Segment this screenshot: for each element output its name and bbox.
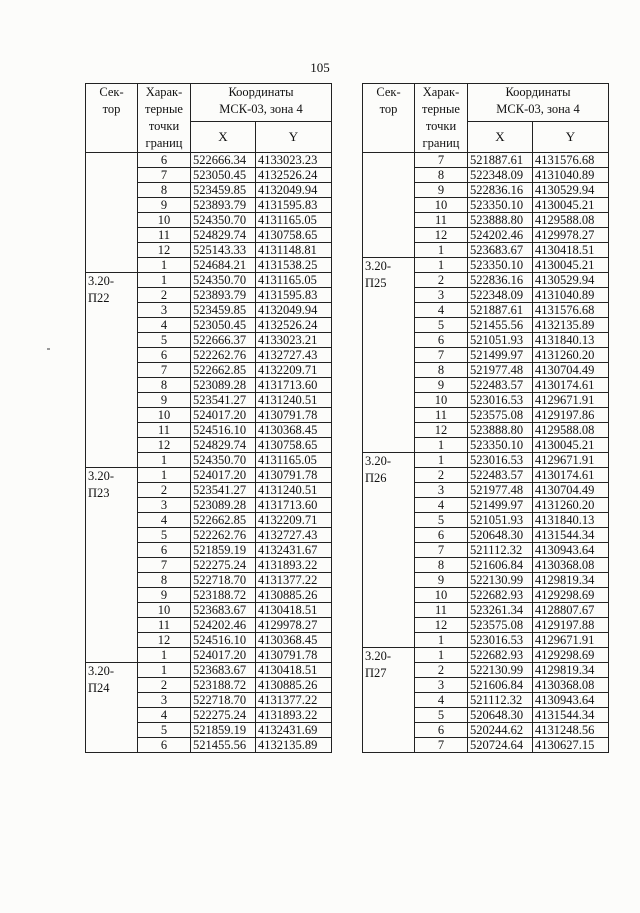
header-y: Y <box>533 121 609 152</box>
point-number-cell: 6 <box>138 543 191 558</box>
point-number-cell: 1 <box>415 258 468 273</box>
header-boundary-points: Харак- терные точки границ <box>138 84 191 153</box>
point-number-cell: 9 <box>138 588 191 603</box>
x-coordinate-cell: 522662.85 <box>191 513 256 528</box>
table-row <box>363 153 609 168</box>
y-coordinate-cell: 4131713.60 <box>256 498 332 513</box>
y-coordinate-cell: 4129819.34 <box>533 573 609 588</box>
y-coordinate-cell: 4129588.08 <box>533 213 609 228</box>
table-row <box>363 453 609 468</box>
point-number-cell: 4 <box>415 498 468 513</box>
y-coordinate-cell: 4129819.34 <box>533 663 609 678</box>
x-coordinate-cell: 524516.10 <box>191 423 256 438</box>
y-coordinate-cell: 4131260.20 <box>533 498 609 513</box>
point-number-cell: 1 <box>138 258 191 273</box>
point-number-cell: 4 <box>138 513 191 528</box>
point-number-cell: 8 <box>138 378 191 393</box>
sector-cell <box>363 153 415 258</box>
x-coordinate-cell: 522836.16 <box>468 273 533 288</box>
y-coordinate-cell: 4129671.91 <box>533 393 609 408</box>
table-row <box>363 648 609 663</box>
x-coordinate-cell: 523459.85 <box>191 303 256 318</box>
table-row <box>86 153 332 168</box>
point-number-cell: 6 <box>138 348 191 363</box>
sector-cell: 3.20- П26 <box>363 453 415 648</box>
point-number-cell: 2 <box>138 678 191 693</box>
point-number-cell: 12 <box>138 438 191 453</box>
point-number-cell: 3 <box>415 678 468 693</box>
x-coordinate-cell: 522348.09 <box>468 288 533 303</box>
y-coordinate-cell: 4129298.69 <box>533 648 609 663</box>
x-coordinate-cell: 523188.72 <box>191 678 256 693</box>
point-number-cell: 10 <box>415 198 468 213</box>
x-coordinate-cell: 521887.61 <box>468 303 533 318</box>
y-coordinate-cell: 4130791.78 <box>256 648 332 663</box>
x-coordinate-cell: 522130.99 <box>468 573 533 588</box>
point-number-cell: 8 <box>138 573 191 588</box>
y-coordinate-cell: 4130418.51 <box>256 603 332 618</box>
y-coordinate-cell: 4131165.05 <box>256 453 332 468</box>
y-coordinate-cell: 4131240.51 <box>256 393 332 408</box>
point-number-cell: 10 <box>138 408 191 423</box>
x-coordinate-cell: 521112.32 <box>468 543 533 558</box>
x-coordinate-cell: 522275.24 <box>191 708 256 723</box>
point-number-cell: 4 <box>415 693 468 708</box>
point-number-cell: 9 <box>138 198 191 213</box>
x-coordinate-cell: 522483.57 <box>468 468 533 483</box>
point-number-cell: 1 <box>138 468 191 483</box>
point-number-cell: 7 <box>138 168 191 183</box>
x-coordinate-cell: 523089.28 <box>191 378 256 393</box>
y-coordinate-cell: 4131240.51 <box>256 483 332 498</box>
point-number-cell: 1 <box>138 648 191 663</box>
point-number-cell: 12 <box>138 633 191 648</box>
point-number-cell: 6 <box>138 738 191 753</box>
y-coordinate-cell: 4131040.89 <box>533 288 609 303</box>
x-coordinate-cell: 521455.56 <box>191 738 256 753</box>
header-x: X <box>191 121 256 152</box>
y-coordinate-cell: 4129197.86 <box>533 408 609 423</box>
y-coordinate-cell: 4130529.94 <box>533 273 609 288</box>
y-coordinate-cell: 4129298.69 <box>533 588 609 603</box>
y-coordinate-cell: 4131840.13 <box>533 333 609 348</box>
table-row <box>86 663 332 678</box>
x-coordinate-cell: 521112.32 <box>468 693 533 708</box>
x-coordinate-cell: 521051.93 <box>468 333 533 348</box>
y-coordinate-cell: 4130418.51 <box>256 663 332 678</box>
x-coordinate-cell: 521499.97 <box>468 498 533 513</box>
point-number-cell: 11 <box>138 618 191 633</box>
sector-cell: 3.20- П25 <box>363 258 415 453</box>
point-number-cell: 10 <box>415 393 468 408</box>
y-coordinate-cell: 4133023.21 <box>256 333 332 348</box>
x-coordinate-cell: 523575.08 <box>468 618 533 633</box>
point-number-cell: 1 <box>415 243 468 258</box>
x-coordinate-cell: 523016.53 <box>468 453 533 468</box>
x-coordinate-cell: 522666.37 <box>191 333 256 348</box>
header-boundary-points: Харак- терные точки границ <box>415 84 468 153</box>
point-number-cell: 3 <box>138 693 191 708</box>
x-coordinate-cell: 523050.45 <box>191 168 256 183</box>
point-number-cell: 12 <box>415 618 468 633</box>
x-coordinate-cell: 523893.79 <box>191 198 256 213</box>
point-number-cell: 6 <box>138 153 191 168</box>
y-coordinate-cell: 4131893.22 <box>256 708 332 723</box>
point-number-cell: 1 <box>415 438 468 453</box>
x-coordinate-cell: 521606.84 <box>468 678 533 693</box>
point-number-cell: 5 <box>138 333 191 348</box>
x-coordinate-cell: 521859.19 <box>191 723 256 738</box>
x-coordinate-cell: 524829.74 <box>191 228 256 243</box>
sector-cell <box>86 153 138 273</box>
point-number-cell: 4 <box>138 708 191 723</box>
y-coordinate-cell: 4131576.68 <box>533 303 609 318</box>
x-coordinate-cell: 523089.28 <box>191 498 256 513</box>
x-coordinate-cell: 524017.20 <box>191 468 256 483</box>
point-number-cell: 9 <box>415 573 468 588</box>
y-coordinate-cell: 4130627.15 <box>533 738 609 753</box>
y-coordinate-cell: 4133023.23 <box>256 153 332 168</box>
x-coordinate-cell: 523888.80 <box>468 213 533 228</box>
x-coordinate-cell: 521455.56 <box>468 318 533 333</box>
x-coordinate-cell: 523541.27 <box>191 483 256 498</box>
x-coordinate-cell: 522682.93 <box>468 648 533 663</box>
y-coordinate-cell: 4131165.05 <box>256 273 332 288</box>
x-coordinate-cell: 524684.21 <box>191 258 256 273</box>
x-coordinate-cell: 524829.74 <box>191 438 256 453</box>
x-coordinate-cell: 520648.30 <box>468 528 533 543</box>
y-coordinate-cell: 4131148.81 <box>256 243 332 258</box>
x-coordinate-cell: 524350.70 <box>191 453 256 468</box>
x-coordinate-cell: 523350.10 <box>468 438 533 453</box>
x-coordinate-cell: 523459.85 <box>191 183 256 198</box>
y-coordinate-cell: 4132049.94 <box>256 183 332 198</box>
y-coordinate-cell: 4131893.22 <box>256 558 332 573</box>
y-coordinate-cell: 4129197.88 <box>533 618 609 633</box>
x-coordinate-cell: 522275.24 <box>191 558 256 573</box>
point-number-cell: 5 <box>138 528 191 543</box>
y-coordinate-cell: 4130885.26 <box>256 588 332 603</box>
point-number-cell: 5 <box>415 708 468 723</box>
y-coordinate-cell: 4132049.94 <box>256 303 332 318</box>
point-number-cell: 10 <box>138 603 191 618</box>
point-number-cell: 11 <box>415 213 468 228</box>
x-coordinate-cell: 522718.70 <box>191 573 256 588</box>
y-coordinate-cell: 4130943.64 <box>533 693 609 708</box>
point-number-cell: 8 <box>415 558 468 573</box>
point-number-cell: 10 <box>138 213 191 228</box>
y-coordinate-cell: 4130368.08 <box>533 558 609 573</box>
x-coordinate-cell: 520244.62 <box>468 723 533 738</box>
x-coordinate-cell: 523016.53 <box>468 393 533 408</box>
point-number-cell: 1 <box>138 453 191 468</box>
x-coordinate-cell: 521606.84 <box>468 558 533 573</box>
point-number-cell: 8 <box>415 168 468 183</box>
x-coordinate-cell: 524202.46 <box>191 618 256 633</box>
y-coordinate-cell: 4130045.21 <box>533 258 609 273</box>
x-coordinate-cell: 524516.10 <box>191 633 256 648</box>
coordinates-table-right <box>362 83 609 753</box>
y-coordinate-cell: 4131165.05 <box>256 213 332 228</box>
x-coordinate-cell: 523683.67 <box>191 603 256 618</box>
y-coordinate-cell: 4131576.68 <box>533 153 609 168</box>
point-number-cell: 11 <box>138 423 191 438</box>
y-coordinate-cell: 4130791.78 <box>256 468 332 483</box>
y-coordinate-cell: 4131040.89 <box>533 168 609 183</box>
page-number: 105 <box>310 60 330 75</box>
point-number-cell: 1 <box>415 453 468 468</box>
y-coordinate-cell: 4132526.24 <box>256 318 332 333</box>
y-coordinate-cell: 4130418.51 <box>533 243 609 258</box>
point-number-cell: 3 <box>138 303 191 318</box>
x-coordinate-cell: 523261.34 <box>468 603 533 618</box>
y-coordinate-cell: 4131260.20 <box>533 348 609 363</box>
point-number-cell: 1 <box>138 663 191 678</box>
x-coordinate-cell: 521499.97 <box>468 348 533 363</box>
x-coordinate-cell: 523575.08 <box>468 408 533 423</box>
x-coordinate-cell: 523050.45 <box>191 318 256 333</box>
y-coordinate-cell: 4131377.22 <box>256 693 332 708</box>
header-x: X <box>468 121 533 152</box>
y-coordinate-cell: 4131595.83 <box>256 198 332 213</box>
x-coordinate-cell: 522130.99 <box>468 663 533 678</box>
y-coordinate-cell: 4132135.89 <box>256 738 332 753</box>
x-coordinate-cell: 522718.70 <box>191 693 256 708</box>
y-coordinate-cell: 4129588.08 <box>533 423 609 438</box>
y-coordinate-cell: 4131544.34 <box>533 708 609 723</box>
y-coordinate-cell: 4131538.25 <box>256 258 332 273</box>
x-coordinate-cell: 523016.53 <box>468 633 533 648</box>
x-coordinate-cell: 523888.80 <box>468 423 533 438</box>
y-coordinate-cell: 4131713.60 <box>256 378 332 393</box>
y-coordinate-cell: 4129978.27 <box>256 618 332 633</box>
header-y: Y <box>256 121 332 152</box>
y-coordinate-cell: 4130704.49 <box>533 483 609 498</box>
x-coordinate-cell: 524017.20 <box>191 408 256 423</box>
x-coordinate-cell: 524017.20 <box>191 648 256 663</box>
y-coordinate-cell: 4130174.61 <box>533 378 609 393</box>
y-coordinate-cell: 4129978.27 <box>533 228 609 243</box>
point-number-cell: 8 <box>415 363 468 378</box>
y-coordinate-cell: 4132135.89 <box>533 318 609 333</box>
point-number-cell: 6 <box>415 723 468 738</box>
point-number-cell: 12 <box>138 243 191 258</box>
x-coordinate-cell: 523350.10 <box>468 198 533 213</box>
point-number-cell: 10 <box>415 588 468 603</box>
x-coordinate-cell: 524350.70 <box>191 273 256 288</box>
x-coordinate-cell: 520724.64 <box>468 738 533 753</box>
x-coordinate-cell: 525143.33 <box>191 243 256 258</box>
y-coordinate-cell: 4130045.21 <box>533 198 609 213</box>
point-number-cell: 1 <box>415 648 468 663</box>
y-coordinate-cell: 4130174.61 <box>533 468 609 483</box>
point-number-cell: 1 <box>138 273 191 288</box>
sector-cell: 3.20- П24 <box>86 663 138 753</box>
point-number-cell: 4 <box>415 303 468 318</box>
x-coordinate-cell: 523683.67 <box>468 243 533 258</box>
y-coordinate-cell: 4132727.43 <box>256 528 332 543</box>
point-number-cell: 2 <box>415 273 468 288</box>
y-coordinate-cell: 4131377.22 <box>256 573 332 588</box>
y-coordinate-cell: 4130791.78 <box>256 408 332 423</box>
point-number-cell: 1 <box>415 633 468 648</box>
point-number-cell: 6 <box>415 528 468 543</box>
point-number-cell: 8 <box>138 183 191 198</box>
x-coordinate-cell: 523893.79 <box>191 288 256 303</box>
point-number-cell: 5 <box>138 723 191 738</box>
y-coordinate-cell: 4130368.45 <box>256 423 332 438</box>
point-number-cell: 7 <box>415 153 468 168</box>
point-number-cell: 7 <box>138 363 191 378</box>
x-coordinate-cell: 521887.61 <box>468 153 533 168</box>
y-coordinate-cell: 4131595.83 <box>256 288 332 303</box>
point-number-cell: 2 <box>415 663 468 678</box>
y-coordinate-cell: 4131840.13 <box>533 513 609 528</box>
point-number-cell: 7 <box>415 543 468 558</box>
table-row <box>86 273 332 288</box>
point-number-cell: 5 <box>415 513 468 528</box>
x-coordinate-cell: 524350.70 <box>191 213 256 228</box>
point-number-cell: 7 <box>138 558 191 573</box>
y-coordinate-cell: 4132209.71 <box>256 363 332 378</box>
y-coordinate-cell: 4130045.21 <box>533 438 609 453</box>
margin-mark <box>47 348 50 350</box>
header-coordinates: Координаты МСК-03, зона 4 <box>468 84 609 122</box>
x-coordinate-cell: 521977.48 <box>468 483 533 498</box>
x-coordinate-cell: 520648.30 <box>468 708 533 723</box>
x-coordinate-cell: 521859.19 <box>191 543 256 558</box>
header-sector: Сек- тор <box>86 84 138 153</box>
coordinates-table-left <box>85 83 332 753</box>
header-sector: Сек- тор <box>363 84 415 153</box>
y-coordinate-cell: 4131544.34 <box>533 528 609 543</box>
point-number-cell: 9 <box>415 183 468 198</box>
y-coordinate-cell: 4130368.45 <box>256 633 332 648</box>
x-coordinate-cell: 523541.27 <box>191 393 256 408</box>
x-coordinate-cell: 522262.76 <box>191 528 256 543</box>
y-coordinate-cell: 4132431.69 <box>256 723 332 738</box>
x-coordinate-cell: 522262.76 <box>191 348 256 363</box>
header-coordinates: Координаты МСК-03, зона 4 <box>191 84 332 122</box>
x-coordinate-cell: 523188.72 <box>191 588 256 603</box>
y-coordinate-cell: 4132431.67 <box>256 543 332 558</box>
x-coordinate-cell: 521051.93 <box>468 513 533 528</box>
x-coordinate-cell: 522682.93 <box>468 588 533 603</box>
y-coordinate-cell: 4132727.43 <box>256 348 332 363</box>
point-number-cell: 11 <box>415 408 468 423</box>
point-number-cell: 12 <box>415 423 468 438</box>
point-number-cell: 4 <box>138 318 191 333</box>
point-number-cell: 11 <box>415 603 468 618</box>
table-row <box>86 468 332 483</box>
y-coordinate-cell: 4130758.65 <box>256 438 332 453</box>
point-number-cell: 3 <box>415 483 468 498</box>
y-coordinate-cell: 4132526.24 <box>256 168 332 183</box>
point-number-cell: 3 <box>138 498 191 513</box>
table-row <box>363 258 609 273</box>
point-number-cell: 5 <box>415 318 468 333</box>
y-coordinate-cell: 4131248.56 <box>533 723 609 738</box>
point-number-cell: 7 <box>415 738 468 753</box>
point-number-cell: 11 <box>138 228 191 243</box>
point-number-cell: 12 <box>415 228 468 243</box>
point-number-cell: 7 <box>415 348 468 363</box>
x-coordinate-cell: 522483.57 <box>468 378 533 393</box>
y-coordinate-cell: 4129671.91 <box>533 453 609 468</box>
x-coordinate-cell: 522836.16 <box>468 183 533 198</box>
point-number-cell: 6 <box>415 333 468 348</box>
x-coordinate-cell: 522666.34 <box>191 153 256 168</box>
point-number-cell: 9 <box>415 378 468 393</box>
y-coordinate-cell: 4130368.08 <box>533 678 609 693</box>
x-coordinate-cell: 523683.67 <box>191 663 256 678</box>
y-coordinate-cell: 4128807.67 <box>533 603 609 618</box>
point-number-cell: 2 <box>138 288 191 303</box>
x-coordinate-cell: 522662.85 <box>191 363 256 378</box>
x-coordinate-cell: 522348.09 <box>468 168 533 183</box>
x-coordinate-cell: 523350.10 <box>468 258 533 273</box>
y-coordinate-cell: 4132209.71 <box>256 513 332 528</box>
y-coordinate-cell: 4130758.65 <box>256 228 332 243</box>
sector-cell: 3.20- П23 <box>86 468 138 663</box>
point-number-cell: 9 <box>138 393 191 408</box>
point-number-cell: 2 <box>138 483 191 498</box>
sector-cell: 3.20- П27 <box>363 648 415 753</box>
y-coordinate-cell: 4129671.91 <box>533 633 609 648</box>
y-coordinate-cell: 4130885.26 <box>256 678 332 693</box>
point-number-cell: 3 <box>415 288 468 303</box>
y-coordinate-cell: 4130943.64 <box>533 543 609 558</box>
sector-cell: 3.20- П22 <box>86 273 138 468</box>
y-coordinate-cell: 4130704.49 <box>533 363 609 378</box>
x-coordinate-cell: 524202.46 <box>468 228 533 243</box>
y-coordinate-cell: 4130529.94 <box>533 183 609 198</box>
point-number-cell: 2 <box>415 468 468 483</box>
x-coordinate-cell: 521977.48 <box>468 363 533 378</box>
